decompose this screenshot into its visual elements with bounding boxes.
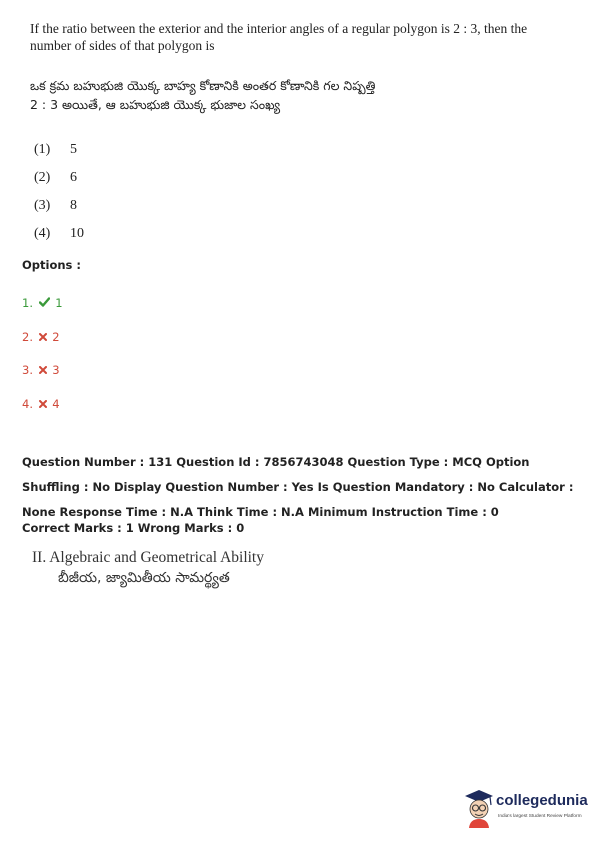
question-text-telugu xyxy=(30,76,550,114)
choice-text: 6 xyxy=(70,170,77,185)
option-index: 2. xyxy=(22,330,33,344)
choice-4 xyxy=(34,224,84,252)
answer-choices xyxy=(34,140,84,252)
question-telugu-line-2: 2 : 3 అయితే, ఆ బహుభుజి యొక్క భుజాల సంఖ్య xyxy=(30,97,281,112)
option-index: 1. xyxy=(22,296,33,310)
choice-text: 10 xyxy=(70,226,84,241)
logo-brand-name: collegedunia xyxy=(496,792,588,809)
marks-info: Correct Marks : 1 Wrong Marks : 0 xyxy=(22,521,245,535)
options-heading: Options : xyxy=(22,258,81,272)
option-value: 3 xyxy=(52,363,60,377)
option-1 xyxy=(22,296,63,310)
choice-number: (1) xyxy=(34,142,51,157)
section-title-english: II. Algebraic and Geometrical Ability xyxy=(32,549,264,566)
question-telugu-line-1: ఒక క్రమ బహుభుజి యొక్క బాహ్య కోణానికి అంతర కోణానికి గల నిష్పత్తి xyxy=(30,78,376,93)
check-icon xyxy=(39,297,50,310)
choice-number: (2) xyxy=(34,170,51,185)
option-4 xyxy=(22,397,60,411)
option-value: 2 xyxy=(52,330,60,344)
option-index: 4. xyxy=(22,397,33,411)
question-text-english: If the ratio between the exterior and the interior angles of a regular polygon is 2 : 3, then the number of sides of that polygon is xyxy=(30,21,528,53)
option-3 xyxy=(22,363,60,377)
choice-text: 5 xyxy=(70,142,77,157)
cross-icon xyxy=(39,364,47,377)
option-value: 1 xyxy=(55,296,63,310)
choice-1 xyxy=(34,140,84,168)
question-metadata: Question Number : 131 Question Id : 7856743048 Question Type : MCQ Option Shuffling : No Display Question Number : Yes Is Question Mandatory : No Calculator : None Response Time : N.A Think Time : N.A Minimum Instruction Time : 0 xyxy=(22,455,574,519)
graduate-mascot-icon xyxy=(462,788,496,833)
section-title-telugu: బీజీయ, జ్యామితీయ సామర్థ్యత xyxy=(58,570,230,586)
option-value: 4 xyxy=(52,397,60,411)
cross-icon xyxy=(39,398,47,411)
choice-text: 8 xyxy=(70,198,77,213)
option-index: 3. xyxy=(22,363,33,377)
choice-3 xyxy=(34,196,84,224)
option-2 xyxy=(22,330,60,344)
choice-number: (4) xyxy=(34,226,51,241)
choice-2 xyxy=(34,168,84,196)
logo-tagline: India's largest Student Review Platform xyxy=(498,814,582,819)
choice-number: (3) xyxy=(34,198,51,213)
cross-icon xyxy=(39,331,47,344)
collegedunia-logo xyxy=(462,788,587,828)
